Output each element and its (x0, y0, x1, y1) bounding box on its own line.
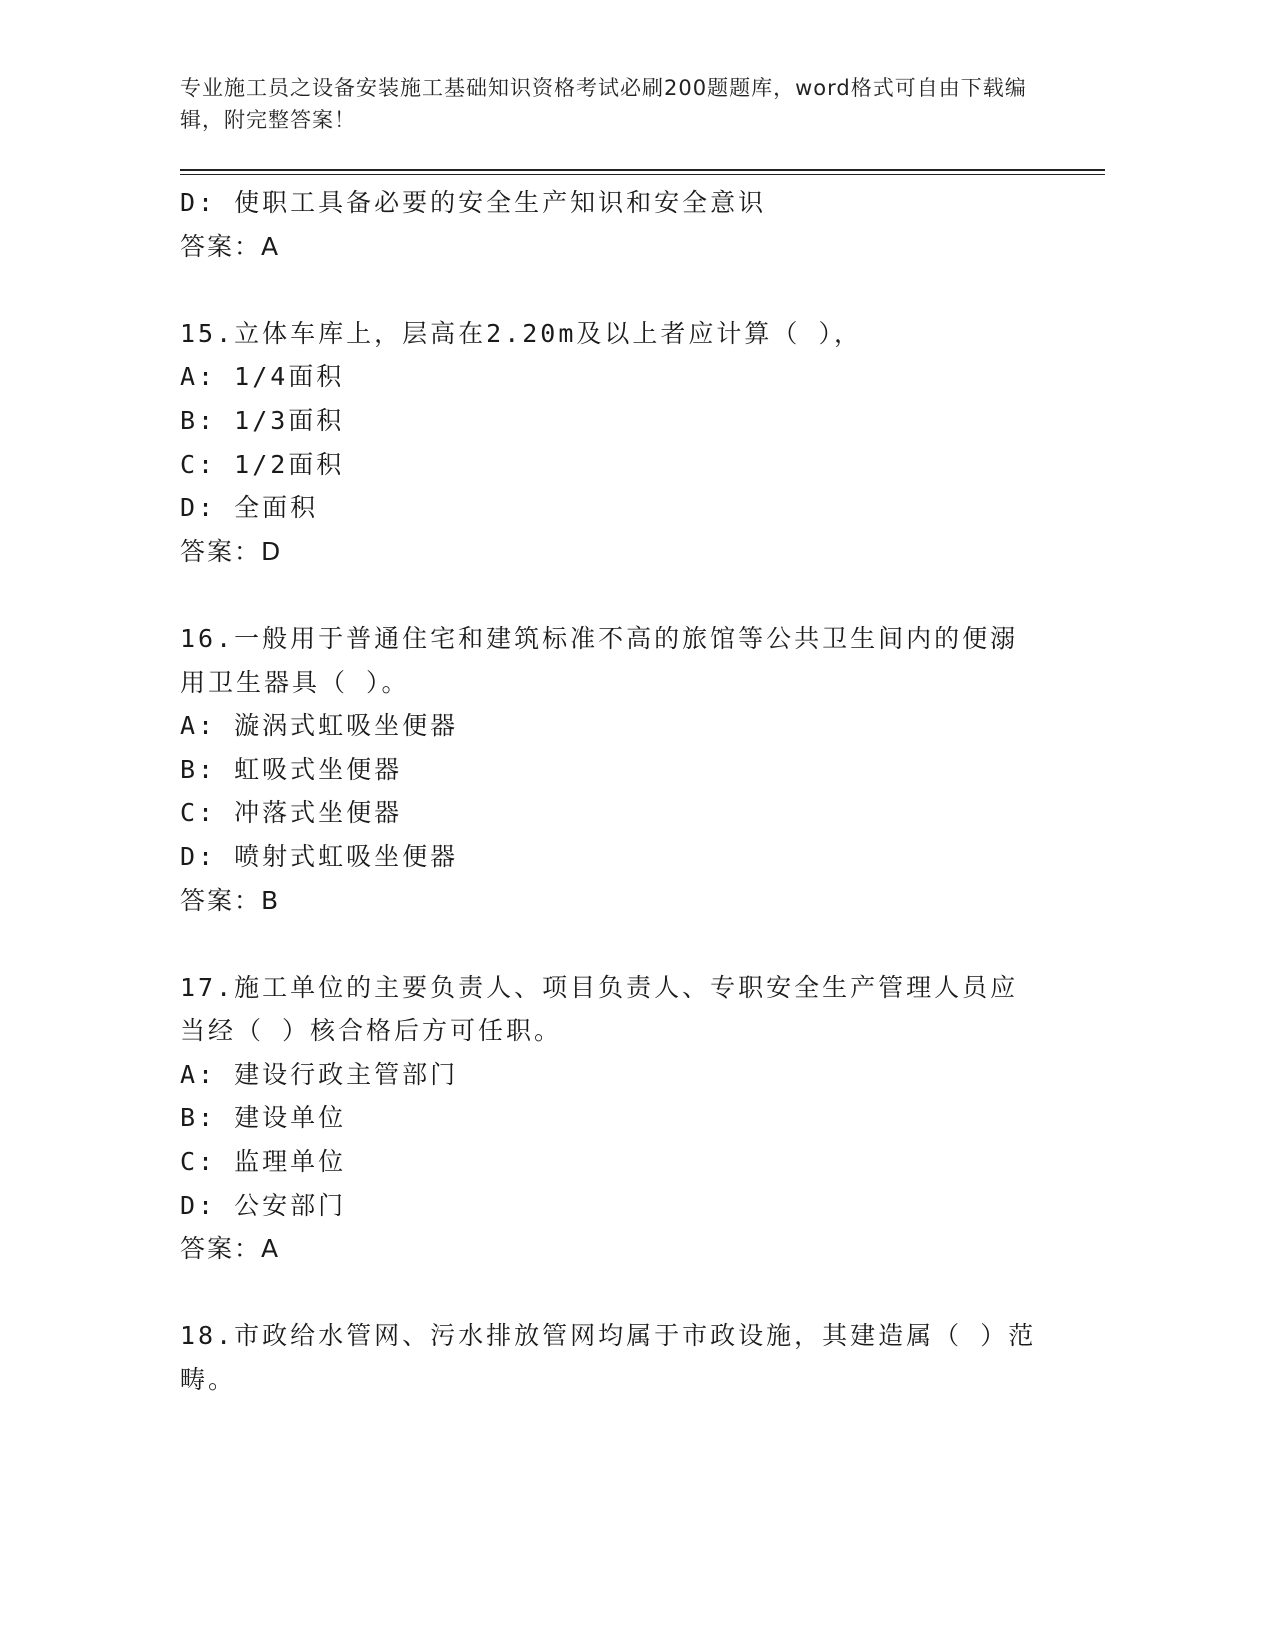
option-b: B: 建设单位 (180, 1103, 347, 1133)
option-c: C: 监理单位 (180, 1147, 347, 1177)
option-d: D: 公安部门 (180, 1190, 347, 1220)
question-list (180, 181, 1040, 1402)
option-a: A: 漩涡式虹吸坐便器 (180, 711, 459, 741)
header-divider-thick (180, 169, 1105, 171)
question-15 (180, 312, 1040, 574)
spacer (180, 573, 1040, 617)
spacer (180, 1271, 1040, 1315)
option-d: D: 使职工具备必要的安全生产知识和安全意识 (180, 188, 767, 217)
option-d: D: 喷射式虹吸坐便器 (180, 841, 459, 871)
question-18 (180, 1314, 1040, 1401)
question-stem: 17.施工单位的主要负责人、项目负责人、专职安全生产管理人员应当经（ ）核合格后方可任职。 (180, 972, 1019, 1046)
question-stem: 18.市政给水管网、污水排放管网均属于市政设施，其建造属（ ）范畴。 (180, 1321, 1037, 1395)
question-stem: 15.立体车库上，层高在2.20m及以上者应计算（ ）， (180, 318, 862, 348)
option-c: C: 1/2面积 (180, 449, 345, 479)
option-b: B: 1/3面积 (180, 405, 345, 435)
option-b: B: 虹吸式坐便器 (180, 754, 403, 784)
question-16 (180, 617, 1040, 922)
answer: 答案：B (180, 885, 281, 915)
option-a: A: 建设行政主管部门 (180, 1059, 459, 1089)
document-header: 专业施工员之设备安装施工基础知识资格考试必刷200题题库，word格式可自由下载编辑，附完整答案！ (180, 76, 1027, 132)
question-17 (180, 966, 1040, 1271)
option-c: C: 冲落式坐便器 (180, 798, 403, 828)
header-divider-thin (180, 174, 1105, 175)
spacer (180, 922, 1040, 966)
option-d: D: 全面积 (180, 493, 319, 523)
answer: 答案：D (180, 536, 283, 566)
spacer (180, 268, 1040, 312)
answer: 答案：A (180, 1234, 281, 1264)
question-stem: 16.一般用于普通住宅和建筑标准不高的旅馆等公共卫生间内的便溺用卫生器具（ ）。 (180, 623, 1019, 697)
answer: 答案：A (180, 231, 281, 261)
option-a: A: 1/4面积 (180, 362, 345, 392)
